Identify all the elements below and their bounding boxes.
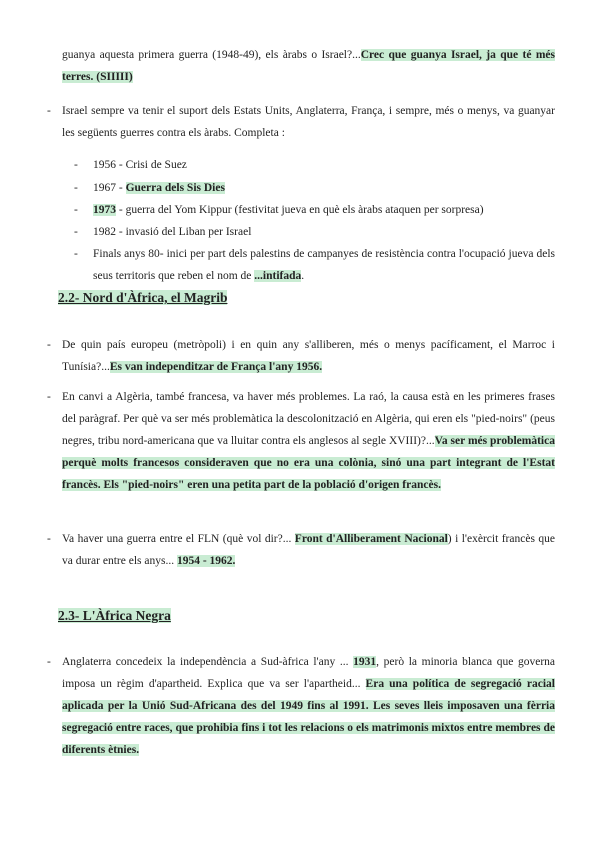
bullet-dash: -	[47, 391, 51, 403]
war-item	[93, 154, 187, 176]
section-heading	[58, 608, 171, 624]
war-item-answer: Guerra dels Sis Dies	[125, 182, 225, 194]
bullet-dash: -	[47, 339, 51, 351]
item-dash: -	[74, 204, 78, 216]
item-dash: -	[74, 159, 78, 171]
question-text: De quin país europeu (metròpoli) i en quin any s'alliberen, més o menys pacíficament, el Marroc i Tunísia?...	[62, 339, 555, 373]
question-answer: Es van independitzar de França l'any 1956.	[109, 361, 323, 373]
question-answer: Era una política de segregació racial aplicada per la Unió Sud-Africana des del 1949 fins al 1991. Les seves lleis imposaven una fèrria segregació entre races, que prohibia fins i tot les relacions o els matrimonis mixtos entre membres de diferents ètnies.	[62, 678, 555, 756]
item-dash: -	[74, 226, 78, 238]
question-paragraph	[62, 528, 555, 572]
question-text: Va haver una guerra entre el FLN (què vol dir?...	[62, 533, 295, 545]
bullet-dash: -	[47, 656, 51, 668]
war-item-text: - guerra del Yom Kippur (festivitat jueva en què els àrabs ataquen per sorpresa)	[116, 204, 484, 216]
question-text: Anglaterra concedeix la independència a Sud-àfrica l'any ...	[62, 656, 354, 668]
intro-paragraph	[62, 44, 555, 88]
question-text: , però la minoria blanca que governa imposa un règim d'apartheid. Explica que va ser l'apartheid...	[62, 656, 556, 690]
question-paragraph	[62, 386, 555, 496]
section-heading	[58, 290, 227, 306]
bullet-dash: -	[47, 105, 51, 117]
section-title: 2.3- L'Àfrica Negra	[58, 608, 171, 623]
item-dash: -	[74, 182, 78, 194]
war-item-answer: 1973	[93, 204, 116, 216]
question-paragraph	[62, 651, 555, 761]
item-dash: -	[74, 248, 78, 260]
question-paragraph	[62, 334, 555, 378]
intro-text: guanya aquesta primera guerra (1948-49), els àrabs o Israel?...	[62, 49, 361, 61]
intifada-item	[93, 243, 555, 287]
question-answer: 1954 - 1962.	[176, 555, 236, 567]
war-item	[93, 199, 484, 221]
war-item	[93, 177, 225, 199]
war-item	[93, 221, 251, 243]
war-item-text: 1982 - invasió del Liban per Israel	[93, 226, 252, 238]
question-text: En canvi a Algèria, també francesa, va haver més problemes. La raó, la causa està en les primeres frases del paràgraf. Per què va ser més problemàtica la descolonització en Algèria, qui eren els "pied-noirs" (peus negres, tribu nord-americana que va lluitar contra els anglesos al segle XVIII)?...	[62, 391, 555, 447]
question-text: ) i l'exèrcit francès que va durar entre els anys...	[62, 533, 555, 567]
war-item-text: 1956 - Crisi de Suez	[93, 159, 187, 171]
question-answer: Va ser més problemàtica perquè molts francesos consideraven que no era una colònia, sinó una part integrant de l'Estat francès. Els "pied-noirs" eren una petita part de la població d'origen francès.	[62, 435, 555, 491]
war-item-text: 1967 -	[93, 182, 126, 194]
intifada-answer: ...intifada	[254, 270, 302, 282]
israel-paragraph: Israel sempre va tenir el suport dels Estats Units, Anglaterra, França, i sempre, més o menys, va guanyar les següents guerres contra els àrabs. Completa :	[62, 105, 555, 139]
intro-answer: Crec que guanya Israel, ja que té més terres. (SIIIII)	[62, 49, 555, 83]
question-answer: 1931	[353, 656, 377, 668]
section-title: 2.2- Nord d'Àfrica, el Magrib	[58, 290, 228, 305]
bullet-dash: -	[47, 533, 51, 545]
question-answer: Front d'Alliberament Nacional	[294, 533, 448, 545]
intifada-text: Finals anys 80- inici per part dels palestins de campanyes de resistència contra l'ocupació jueva dels seus territoris que reben el nom de	[93, 248, 555, 282]
intifada-tail: .	[301, 270, 305, 282]
